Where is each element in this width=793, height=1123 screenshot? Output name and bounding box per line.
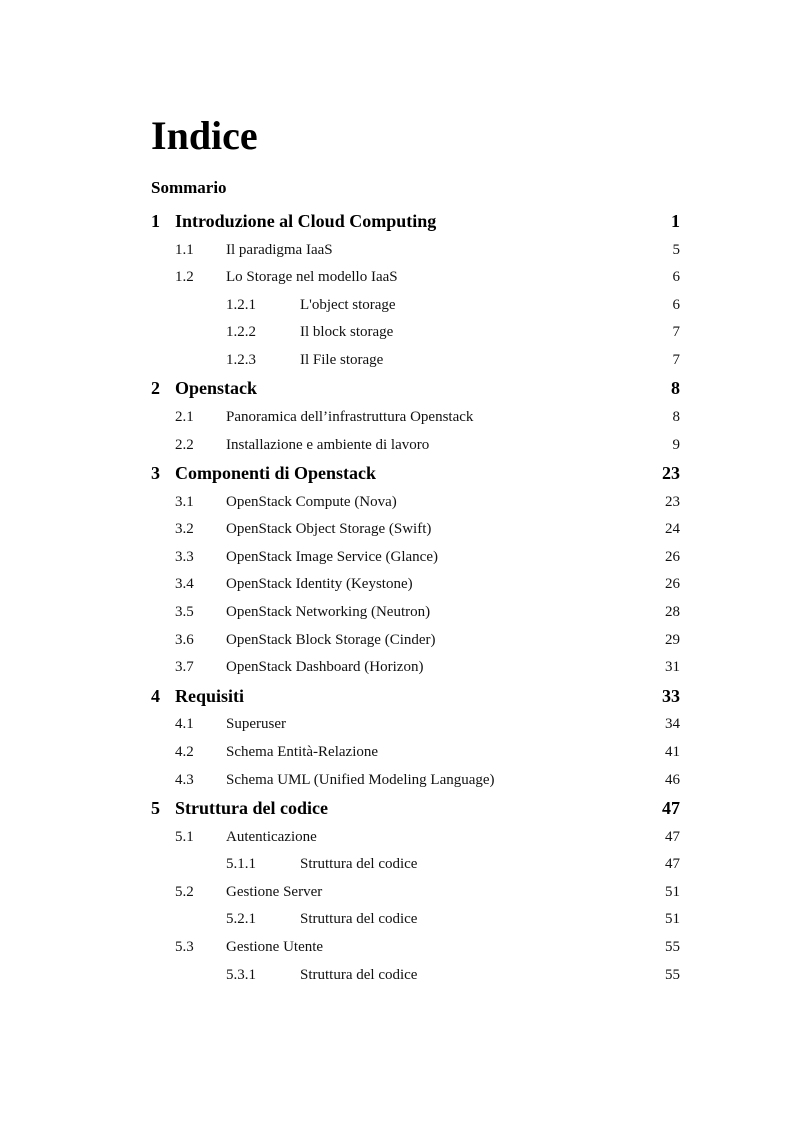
toc-entry-page-number: 31 xyxy=(665,659,680,676)
toc-entry-page-number: 7 xyxy=(672,324,680,341)
toc-entry-title: Schema UML (Unified Modeling Language) xyxy=(226,771,495,788)
toc-entry-page-number: 6 xyxy=(672,269,680,286)
toc-section-entry[interactable] xyxy=(151,599,680,627)
toc-entry-title: Il File storage xyxy=(300,351,384,368)
toc-entry-page-number: 26 xyxy=(665,548,680,565)
toc-entry-title: Il block storage xyxy=(300,324,394,341)
toc-entry-title: Gestione Utente xyxy=(226,938,324,955)
toc-entry-title: Struttura del codice xyxy=(175,798,328,819)
toc-entry-page-number: 51 xyxy=(665,883,680,900)
toc-entry-number: 2 xyxy=(151,378,160,399)
toc-entry-page-number: 9 xyxy=(672,436,680,453)
toc-entry-title: OpenStack Networking (Neutron) xyxy=(226,604,431,621)
toc-entry-number: 5.3.1 xyxy=(226,966,256,983)
toc-entry-title: OpenStack Compute (Nova) xyxy=(226,493,397,510)
toc-entry-number: 1.2.2 xyxy=(226,324,256,341)
toc-chapter-entry[interactable] xyxy=(151,374,680,404)
toc-entry-number: 3 xyxy=(151,463,160,484)
toc-entry-title: Il paradigma IaaS xyxy=(226,241,333,258)
toc-section-entry[interactable] xyxy=(151,432,680,460)
toc-section-entry[interactable] xyxy=(151,489,680,517)
toc-entry-title: Lo Storage nel modello IaaS xyxy=(226,269,398,286)
toc-entry-title: Introduzione al Cloud Computing xyxy=(175,211,437,231)
toc-entry-title: OpenStack Identity (Keystone) xyxy=(226,576,413,593)
toc-entry-page-number: 1 xyxy=(671,211,680,231)
toc-entry-page-number: 6 xyxy=(672,296,680,313)
toc-section-entry[interactable] xyxy=(151,544,680,572)
toc-entry-title: Openstack xyxy=(175,378,258,399)
toc-entry-title: OpenStack Object Storage (Swift) xyxy=(226,521,432,538)
toc-entry-title: Componenti di Openstack xyxy=(175,463,377,484)
toc-entry-number: 1.2.1 xyxy=(226,296,256,313)
toc-entry-title: Requisiti xyxy=(175,685,245,706)
toc-section-entry[interactable] xyxy=(151,879,680,907)
toc-entry-title: OpenStack Block Storage (Cinder) xyxy=(226,631,436,648)
toc-subsection-entry[interactable] xyxy=(151,347,680,375)
toc-entry-number: 5.2 xyxy=(175,883,194,900)
toc-entry-number: 1.2 xyxy=(175,269,194,286)
toc-entry-number: 4.3 xyxy=(175,771,194,788)
toc-entry-number: 5.2.1 xyxy=(226,911,256,928)
toc-entry-title: Installazione e ambiente di lavoro xyxy=(226,436,430,453)
toc-entry-page-number: 55 xyxy=(665,938,680,955)
toc-entry-number: 5.1 xyxy=(175,828,194,845)
page-title: Indice xyxy=(151,113,258,158)
toc-subsection-entry[interactable] xyxy=(151,851,680,879)
toc-link-sommario[interactable]: Sommario xyxy=(151,178,227,197)
toc-entry-page-number: 47 xyxy=(662,798,680,819)
toc-entry-number: 4.1 xyxy=(175,716,194,733)
toc-entry-number: 4.2 xyxy=(175,743,194,760)
toc-entry-title: OpenStack Dashboard (Horizon) xyxy=(226,659,424,676)
toc-entry-number: 3.7 xyxy=(175,659,194,676)
toc-entry-number: 3.1 xyxy=(175,493,194,510)
toc-entry-number: 1 xyxy=(151,211,160,231)
toc-entry-page-number: 5 xyxy=(672,241,680,258)
toc-chapter-entry[interactable] xyxy=(151,794,680,824)
toc-section-entry[interactable] xyxy=(151,934,680,962)
toc-section-entry[interactable] xyxy=(151,739,680,767)
toc-subsection-entry[interactable] xyxy=(151,319,680,347)
toc-chapter-entry[interactable] xyxy=(151,459,680,489)
toc-section-entry[interactable] xyxy=(151,237,680,265)
toc-entry-page-number: 23 xyxy=(662,463,680,484)
toc-section-entry[interactable] xyxy=(151,571,680,599)
toc-entry-number: 5.1.1 xyxy=(226,856,256,873)
toc-entry-page-number: 55 xyxy=(665,966,680,983)
toc-entry-number: 5.3 xyxy=(175,938,194,955)
table-of-contents xyxy=(151,207,680,989)
toc-entry-title: Superuser xyxy=(226,716,286,733)
toc-entry-number: 3.5 xyxy=(175,604,194,621)
toc-subsection-entry[interactable] xyxy=(151,962,680,990)
toc-entry-title: Panoramica dell’infrastruttura Openstack xyxy=(226,408,474,425)
toc-entry-number: 1.1 xyxy=(175,241,194,258)
document-page xyxy=(151,112,680,989)
toc-section-entry[interactable] xyxy=(151,824,680,852)
toc-section-entry[interactable] xyxy=(151,627,680,655)
toc-entry-page-number: 8 xyxy=(672,408,680,425)
toc-entry-page-number: 47 xyxy=(665,856,680,873)
toc-entry-title: Struttura del codice xyxy=(300,966,418,983)
toc-entry-page-number: 46 xyxy=(665,771,680,788)
toc-entry-title: OpenStack Image Service (Glance) xyxy=(226,548,438,565)
toc-entry-number: 2.1 xyxy=(175,408,194,425)
toc-entry-title: Autenticazione xyxy=(226,828,317,845)
toc-entry-page-number: 8 xyxy=(671,378,680,399)
toc-subsection-entry[interactable] xyxy=(151,292,680,320)
toc-chapter-entry[interactable] xyxy=(151,207,680,237)
toc-entry-page-number: 24 xyxy=(665,521,680,538)
toc-entry-number: 2.2 xyxy=(175,436,194,453)
toc-entry-page-number: 41 xyxy=(665,743,680,760)
toc-entry-page-number: 29 xyxy=(665,631,680,648)
toc-entry-page-number: 26 xyxy=(665,576,680,593)
toc-entry-number: 5 xyxy=(151,798,160,819)
toc-entry-title: Struttura del codice xyxy=(300,911,418,928)
toc-entry-title: Gestione Server xyxy=(226,883,323,900)
toc-section-entry[interactable] xyxy=(151,654,680,682)
toc-entry-page-number: 34 xyxy=(665,716,680,733)
toc-entry-number: 1.2.3 xyxy=(226,351,256,368)
toc-section-entry[interactable] xyxy=(151,404,680,432)
toc-entry-page-number: 47 xyxy=(665,828,680,845)
toc-entry-number: 3.2 xyxy=(175,521,194,538)
toc-entry-page-number: 28 xyxy=(665,604,680,621)
toc-entry-number: 3.4 xyxy=(175,576,194,593)
toc-entry-page-number: 23 xyxy=(665,493,680,510)
toc-entry-title: Struttura del codice xyxy=(300,856,418,873)
toc-chapter-entry[interactable] xyxy=(151,682,680,712)
toc-entry-title: Schema Entità-Relazione xyxy=(226,743,379,760)
toc-entry-number: 3.3 xyxy=(175,548,194,565)
toc-entry-title: L'object storage xyxy=(300,296,396,313)
toc-entry-page-number: 7 xyxy=(672,351,680,368)
toc-entry-page-number: 33 xyxy=(662,685,680,706)
toc-section-entry[interactable] xyxy=(151,516,680,544)
toc-section-entry[interactable] xyxy=(151,711,680,739)
toc-entry-page-number: 51 xyxy=(665,911,680,928)
toc-section-entry[interactable] xyxy=(151,767,680,795)
toc-entry-number: 3.6 xyxy=(175,631,194,648)
toc-subsection-entry[interactable] xyxy=(151,906,680,934)
toc-section-entry[interactable] xyxy=(151,264,680,292)
toc-entry-number: 4 xyxy=(151,685,160,706)
